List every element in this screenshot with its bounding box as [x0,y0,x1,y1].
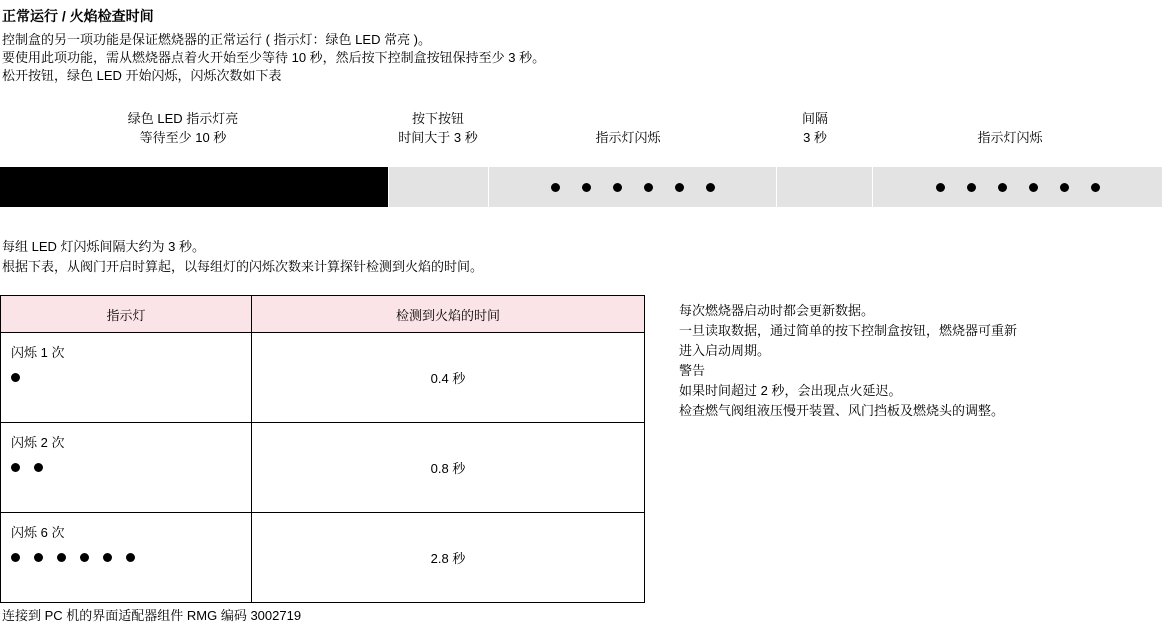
flash-dots [11,553,251,562]
led-dot [998,183,1007,192]
intro-line-2: 要使用此项功能，需从燃烧器点着火开始至少等待 10 秒，然后按下控制盒按钮保持至少 3 秒。 [2,50,546,65]
led-dot [11,553,20,562]
page-title: 正常运行 / 火焰检查时间 [2,8,154,24]
led-dot [551,183,560,192]
side-note-line-5: 如果时间超过 2 秒，会出现点火延迟。 [679,383,902,398]
intro-line-3: 松开按钮，绿色 LED 开始闪烁，闪烁次数如下表 [2,68,282,83]
timing-label-2-line1: 按下按钮 [411,111,464,126]
led-dot [936,183,945,192]
table-row [1,423,645,513]
led-dot [11,463,20,472]
led-dot [582,183,591,192]
led-dot [34,553,43,562]
timing-label-2 [358,109,518,147]
table-cell-time: 0.4 秒 [252,333,645,423]
footer-note: 连接到 PC 机的界面适配器组件 RMG 编码 3002719 [2,608,302,623]
side-notes [679,295,1149,421]
flash-dots [11,463,251,472]
table-row [1,513,645,603]
timing-diagram-bar [0,167,1162,207]
table-cell-time: 0.8 秒 [252,423,645,513]
side-note-warning-title: 警告 [679,363,706,378]
timing-label-5-line1: 指示灯闪烁 [977,130,1043,145]
side-note-line-1: 每次燃烧器启动时都会更新数据。 [679,303,875,318]
led-dot [126,553,135,562]
led-dot [1091,183,1100,192]
side-note-line-6: 检查燃气阀组液压慢开装置、风门挡板及燃烧头的调整。 [679,403,1005,418]
timing-label-3 [548,128,708,147]
led-dot [675,183,684,192]
timing-segment-blink-2 [872,167,1162,207]
led-dot [57,553,66,562]
timing-segment-press [388,167,488,207]
led-dot [11,373,20,382]
flash-label: 闪烁 1 次 [11,345,65,360]
table-cell-indicator [1,423,252,513]
flash-label: 闪烁 6 次 [11,525,65,540]
timing-segment-blink-1 [488,167,776,207]
table-header-time: 检测到火焰的时间 [252,296,645,333]
table-cell-indicator [1,513,252,603]
timing-label-2-line2: 时间大于 3 秒 [398,130,478,145]
timing-label-1-line2: 等待至少 10 秒 [139,130,227,145]
mid-text-section [0,237,1162,277]
table-header-indicator: 指示灯 [1,296,252,333]
table-cell-time: 2.8 秒 [252,513,645,603]
timing-label-5 [930,128,1090,147]
flash-count-table [0,295,645,603]
timing-diagram-labels [0,109,1162,159]
led-dot [34,463,43,472]
timing-diagram [0,109,1162,219]
led-dot [706,183,715,192]
timing-segment-wait [0,167,388,207]
flash-label: 闪烁 2 次 [11,435,65,450]
table-row [1,333,645,423]
side-note-line-2: 一旦读取数据，通过简单的按下控制盒按钮，燃烧器可重新 [679,323,1018,338]
led-dot [80,553,89,562]
lower-section [0,295,1162,603]
timing-label-4-line2: 3 秒 [803,130,827,145]
led-dot [644,183,653,192]
intro-line-1: 控制盒的另一项功能是保证燃烧器的正常运行 ( 指示灯：绿色 LED 常亮 )。 [2,32,432,47]
mid-line-2: 根据下表，从阀门开启时算起，以每组灯的闪烁次数来计算探针检测到火焰的时间。 [2,259,484,274]
timing-label-1 [88,109,278,147]
led-dot [1029,183,1038,192]
table-header-row [1,296,645,333]
table-cell-indicator [1,333,252,423]
mid-line-1: 每组 LED 灯闪烁间隔大约为 3 秒。 [2,239,205,254]
timing-dots-group-2 [936,183,1100,192]
led-dot [103,553,112,562]
timing-label-4-line1: 间隔 [801,111,828,126]
timing-dots-group-1 [551,183,715,192]
side-note-line-3: 进入启动周期。 [679,343,771,358]
timing-label-1-line1: 绿色 LED 指示灯亮 [127,111,239,126]
timing-segment-pause [776,167,872,207]
led-dot [613,183,622,192]
led-dot [967,183,976,192]
led-dot [1060,183,1069,192]
intro-section [0,0,1162,85]
timing-label-3-line1: 指示灯闪烁 [595,130,661,145]
flash-dots [11,373,251,382]
timing-label-4 [760,109,870,147]
